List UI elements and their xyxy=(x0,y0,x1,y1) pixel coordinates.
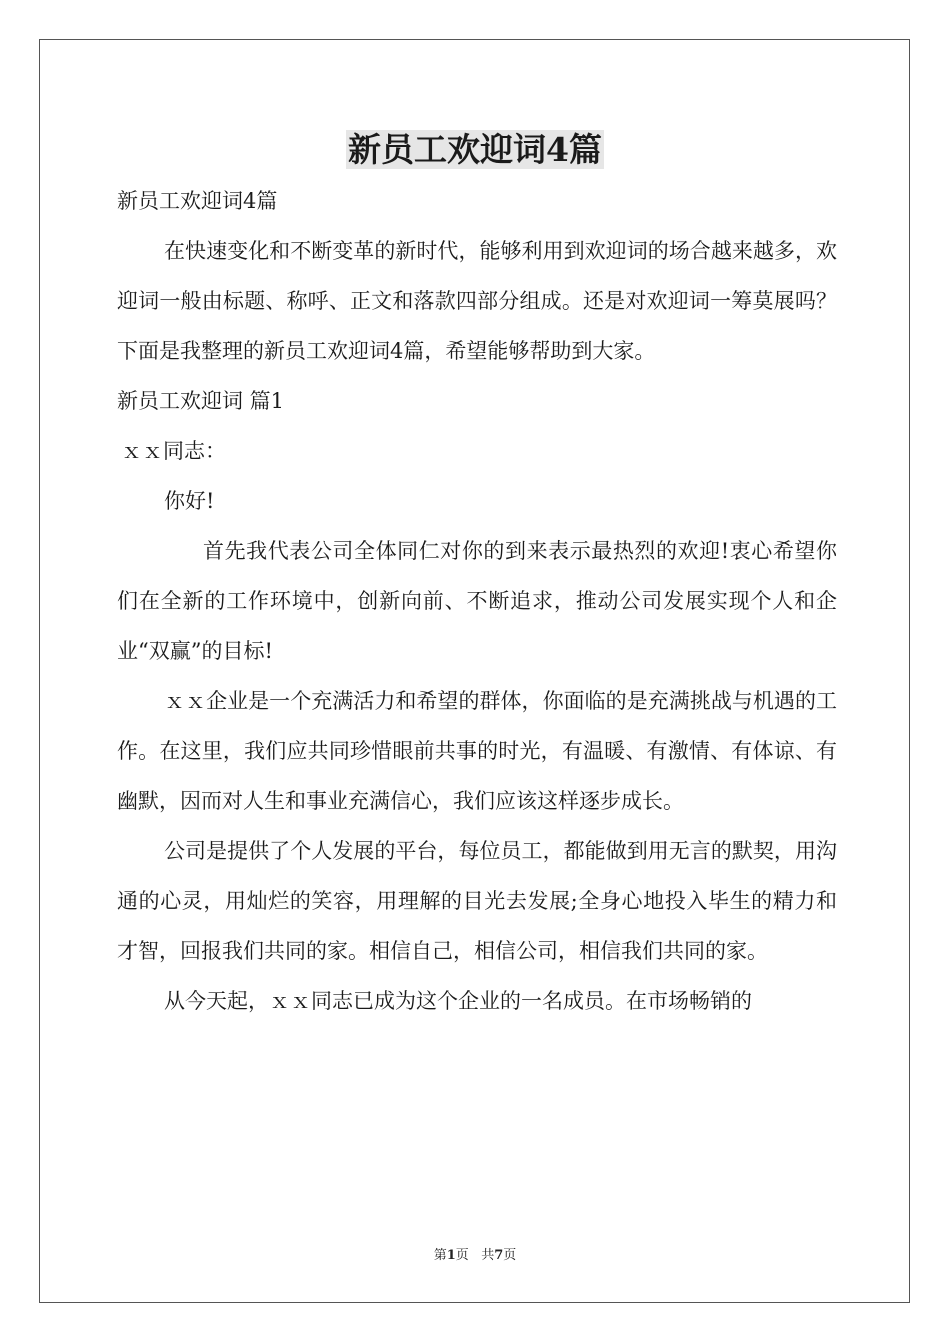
closing-paragraph: 从今天起，ｘｘ同志已成为这个企业的一名成员。在市场畅销的 xyxy=(164,989,752,1013)
subtitle-paragraph: 新员工欢迎词4篇 xyxy=(117,189,278,213)
page-prefix: 第 xyxy=(433,1248,447,1263)
page-unit: 页 xyxy=(455,1248,469,1263)
total-prefix: 共 xyxy=(481,1248,495,1263)
welcome-paragraph: 首先我代表公司全体同仁对你的到来表示最热烈的欢迎!衷心希望你们在全新的工作环境中，创新向前、不断追求，推动公司发展实现个人和企业“双赢”的目标! xyxy=(117,539,837,663)
page-footer xyxy=(0,1247,950,1265)
platform-paragraph: 公司是提供了个人发展的平台，每位员工，都能做到用无言的默契，用沟通的心灵，用灿烂的笑容，用理解的目光去发展;全身心地投入毕生的精力和才智，回报我们共同的家。相信自己，相信公司，相信我们共同的家。 xyxy=(117,839,837,963)
page-number: 1 xyxy=(446,1248,456,1263)
total-pages: 7 xyxy=(494,1248,504,1263)
company-paragraph: ｘｘ企业是一个充满活力和希望的群体，你面临的是充满挑战与机遇的工作。在这里，我们应共同珍惜眼前共事的时光，有温暖、有激情、有体谅、有幽默，因而对人生和事业充满信心，我们应该这样逐步成长。 xyxy=(117,689,837,813)
total-unit: 页 xyxy=(503,1248,517,1263)
document-body xyxy=(117,176,837,1026)
salutation-paragraph: ｘｘ同志： xyxy=(121,439,226,463)
greeting-paragraph: 你好! xyxy=(164,489,215,513)
section-heading: 新员工欢迎词 篇1 xyxy=(117,389,285,413)
document-title xyxy=(0,128,950,172)
intro-paragraph: 在快速变化和不断变革的新时代，能够利用到欢迎词的场合越来越多，欢迎词一般由标题、称呼、正文和落款四部分组成。还是对欢迎词一筹莫展吗？下面是我整理的新员工欢迎词4篇，希望能够帮助到大家。 xyxy=(117,239,837,363)
document-title-text: 新员工欢迎词4篇 xyxy=(348,130,602,169)
